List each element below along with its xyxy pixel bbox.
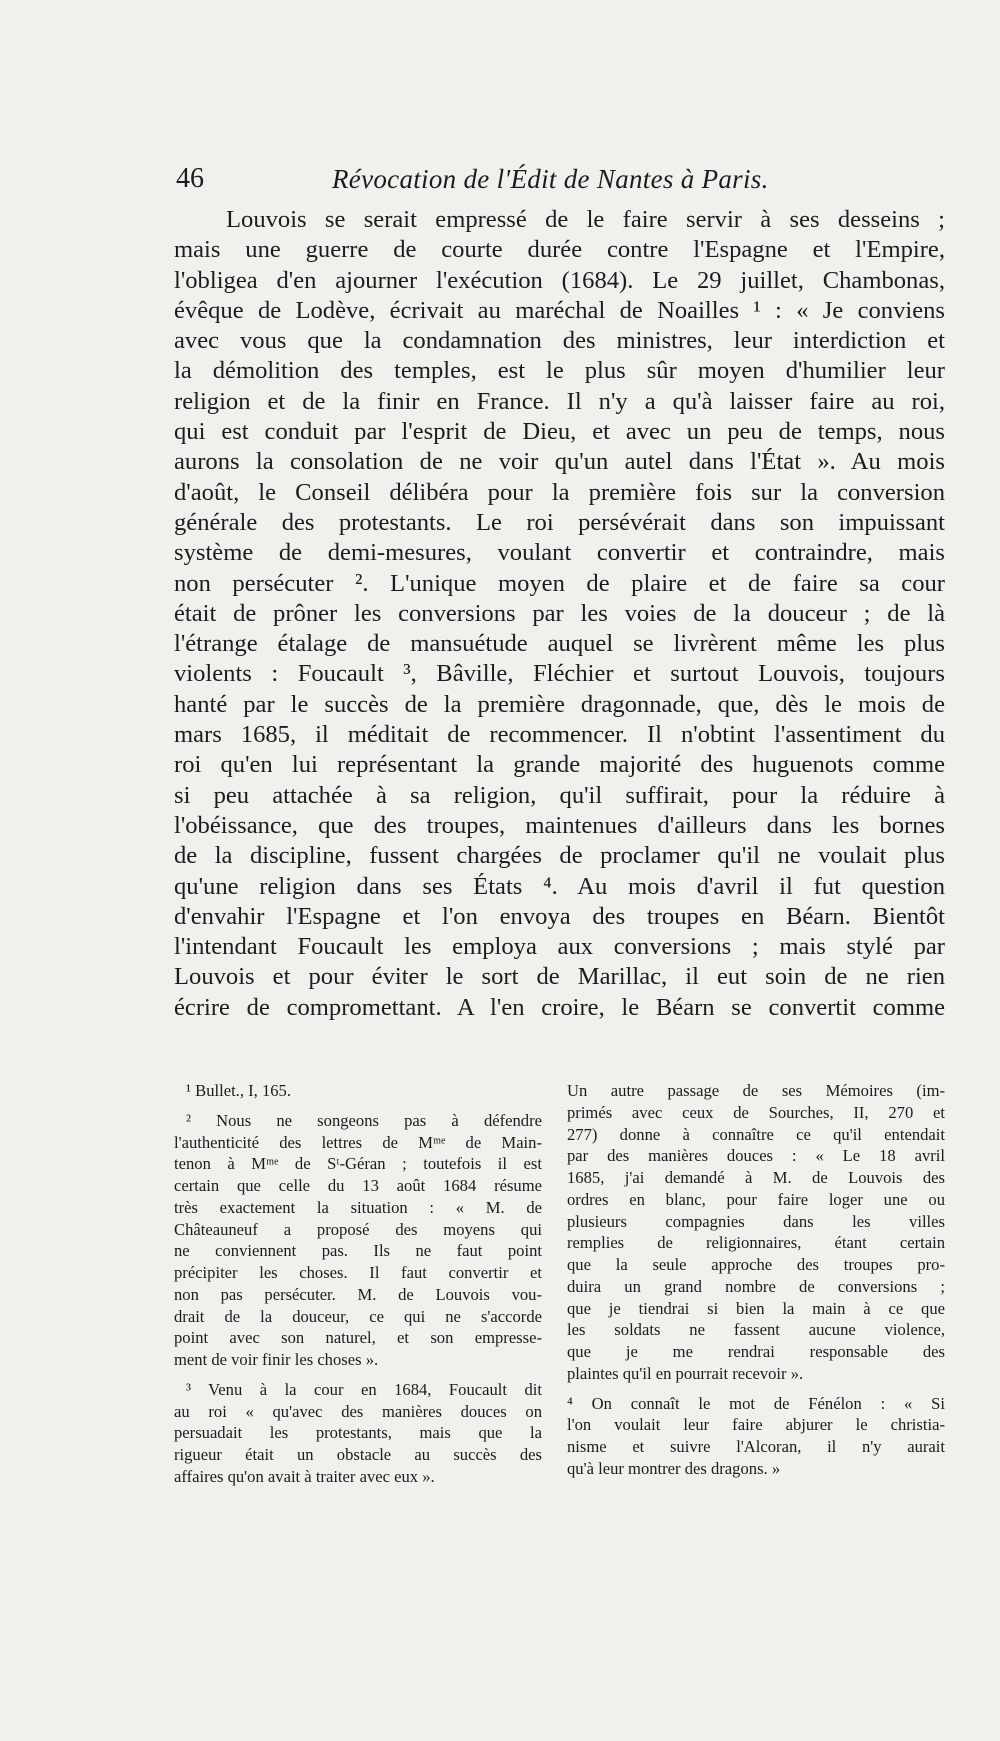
footnote-gap [567, 1385, 945, 1393]
footnote-line: que la seule approche des troupes pro- [567, 1255, 945, 1274]
footnote-line: duira un grand nombre de conversions ; [567, 1276, 945, 1296]
footnote-line: ¹ Bullet., I, 165. [186, 1081, 291, 1100]
body-line: la démolition des temples, est le plus sûr moyen d'humilier leur [174, 357, 945, 385]
footnote-line: 277) donne à connaître ce qu'il entendait [567, 1124, 945, 1144]
body-line: mais une guerre de courte durée contre l'Espagne et l'Empire, [174, 236, 945, 264]
footnote-line: les soldats ne fassent aucune violence, [567, 1320, 945, 1340]
body-line: non persécuter ². L'unique moyen de plaire et de faire sa cour [174, 569, 945, 597]
footnote-line: affaires qu'on avait à traiter avec eux ». [174, 1466, 435, 1486]
footnote-line: persuadait les protestants, mais que la [174, 1423, 542, 1443]
body-line: Louvois se serait empressé de le faire servir à ses desseins ; [226, 206, 945, 233]
footnote-gap [174, 1102, 542, 1110]
footnote-line: Un autre passage de ses Mémoires (im- [567, 1081, 945, 1100]
footnote-line: plusieurs compagnies dans les villes [567, 1211, 945, 1231]
footnote-line: précipiter les choses. Il faut convertir et [174, 1263, 542, 1282]
body-line: violents : Foucault ³, Bâville, Fléchier et surtout Louvois, toujours [174, 660, 945, 688]
body-line: l'étrange étalage de mansuétude auquel se livrèrent même les plus [174, 630, 945, 658]
body-line: d'août, le Conseil délibéra pour la première fois sur la conversion [174, 478, 945, 506]
body-line: Louvois et pour éviter le sort de Marillac, il eut soin de ne rien [174, 963, 945, 991]
body-line: aurons la consolation de ne voir qu'un autel dans l'État ». Au mois [174, 448, 945, 476]
footnote-line: très exactement la situation : « M. de [174, 1197, 542, 1217]
footnote-line: ordres en blanc, pour faire loger une ou [567, 1189, 945, 1209]
footnote-line: par des manières douces : « Le 18 avril [567, 1146, 945, 1166]
footnote-line: l'on voulait leur faire abjurer le christia- [567, 1415, 945, 1435]
page-number: 46 [176, 163, 204, 194]
footnote-line: ² Nous ne songeons pas à défendre [186, 1110, 542, 1130]
page-header [176, 160, 794, 200]
footnote-line: point avec son naturel, et son empresse- [174, 1328, 542, 1348]
footnote-line: primés avec ceux de Sourches, II, 270 et [567, 1102, 945, 1122]
footnote-line: que je tiendrai si bien la main à ce que [567, 1298, 945, 1318]
footnote-gap [174, 1371, 542, 1379]
body-line: religion et de la finir en France. Il n'y a qu'à laisser faire au roi, [174, 387, 945, 415]
body-line: écrire de compromettant. A l'en croire, le Béarn se convertit comme [174, 993, 945, 1021]
body-line: qu'une religion dans ses États ⁴. Au mois d'avril il fut question [174, 872, 945, 900]
footnote-line: remplies de religionnaires, étant certain [567, 1233, 945, 1253]
footnote-line: drait de la douceur, ce qui ne s'accorde [174, 1306, 542, 1326]
footnote-line: ment de voir finir les choses ». [174, 1350, 379, 1369]
body-line: l'obligea d'en ajourner l'exécution (1684). Le 29 juillet, Chambonas, [174, 266, 945, 294]
footnote-line: rigueur était un obstacle au succès des [174, 1445, 542, 1464]
footnote-line: ⁴ On connaît le mot de Fénélon : « Si [567, 1393, 945, 1413]
footnote-line: que je me rendrai responsable des [567, 1342, 945, 1361]
footnotes [174, 1080, 945, 1486]
body-line: d'envahir l'Espagne et l'on envoya des troupes en Béarn. Bientôt [174, 902, 945, 930]
body-line: si peu attachée à sa religion, qu'il suffirait, pour la réduire à [174, 781, 945, 809]
body-line: était de prôner les conversions par les voies de la douceur ; de là [174, 599, 945, 627]
body-line: de la discipline, fussent chargées de proclamer qu'il ne voulait plus [174, 842, 945, 870]
footnote-line: nisme et suivre l'Alcoran, il n'y aurait [567, 1437, 945, 1456]
body-line: roi qu'en lui représentant la grande majorité des huguenots comme [174, 751, 945, 779]
body-text [174, 205, 945, 1023]
body-line: l'intendant Foucault les employa aux conversions ; mais stylé par [174, 933, 945, 961]
footnote-line: ne conviennent pas. Ils ne faut point [174, 1241, 542, 1261]
body-line: générale des protestants. Le roi persévérait dans son impuissant [174, 508, 945, 536]
body-line: l'obéissance, que des troupes, maintenues d'ailleurs dans les bornes [174, 811, 945, 839]
footnote-line: tenon à Mᵐᵉ de Sᵗ-Géran ; toutefois il est [174, 1154, 542, 1174]
footnote-line: qu'à leur montrer des dragons. » [567, 1458, 781, 1478]
body-line: hanté par le succès de la première dragonnade, que, dès le mois de [174, 690, 945, 718]
body-line: évêque de Lodève, écrivait au maréchal de Noailles ¹ : « Je conviens [174, 296, 945, 324]
footnote-line: non pas persécuter. M. de Louvois vou- [174, 1284, 542, 1304]
footnote-line: au roi « qu'avec des manières douces on [174, 1401, 542, 1421]
footnotes-left-column [174, 1080, 542, 1488]
running-title: Révocation de l'Édit de Nantes à Paris. [332, 164, 769, 194]
footnote-line: certain que celle du 13 août 1684 résume [174, 1176, 542, 1195]
footnote-line: plaintes qu'il en pourrait recevoir ». [567, 1363, 804, 1383]
footnotes-right-column [567, 1080, 945, 1480]
body-line: qui est conduit par l'esprit de Dieu, et avec un peu de temps, nous [174, 418, 945, 446]
footnote-line: l'authenticité des lettres de Mᵐᵉ de Main- [174, 1132, 542, 1152]
footnote-line: Châteauneuf a proposé des moyens qui [174, 1219, 542, 1239]
footnote-line: ³ Venu à la cour en 1684, Foucault dit [186, 1379, 542, 1399]
footnote-line: 1685, j'ai demandé à M. de Louvois des [567, 1168, 945, 1187]
body-line: mars 1685, il méditait de recommencer. Il n'obtint l'assentiment du [174, 721, 945, 749]
body-line: avec vous que la condamnation des ministres, leur interdiction et [174, 327, 945, 355]
body-line: système de demi-mesures, voulant convertir et contraindre, mais [174, 539, 945, 567]
